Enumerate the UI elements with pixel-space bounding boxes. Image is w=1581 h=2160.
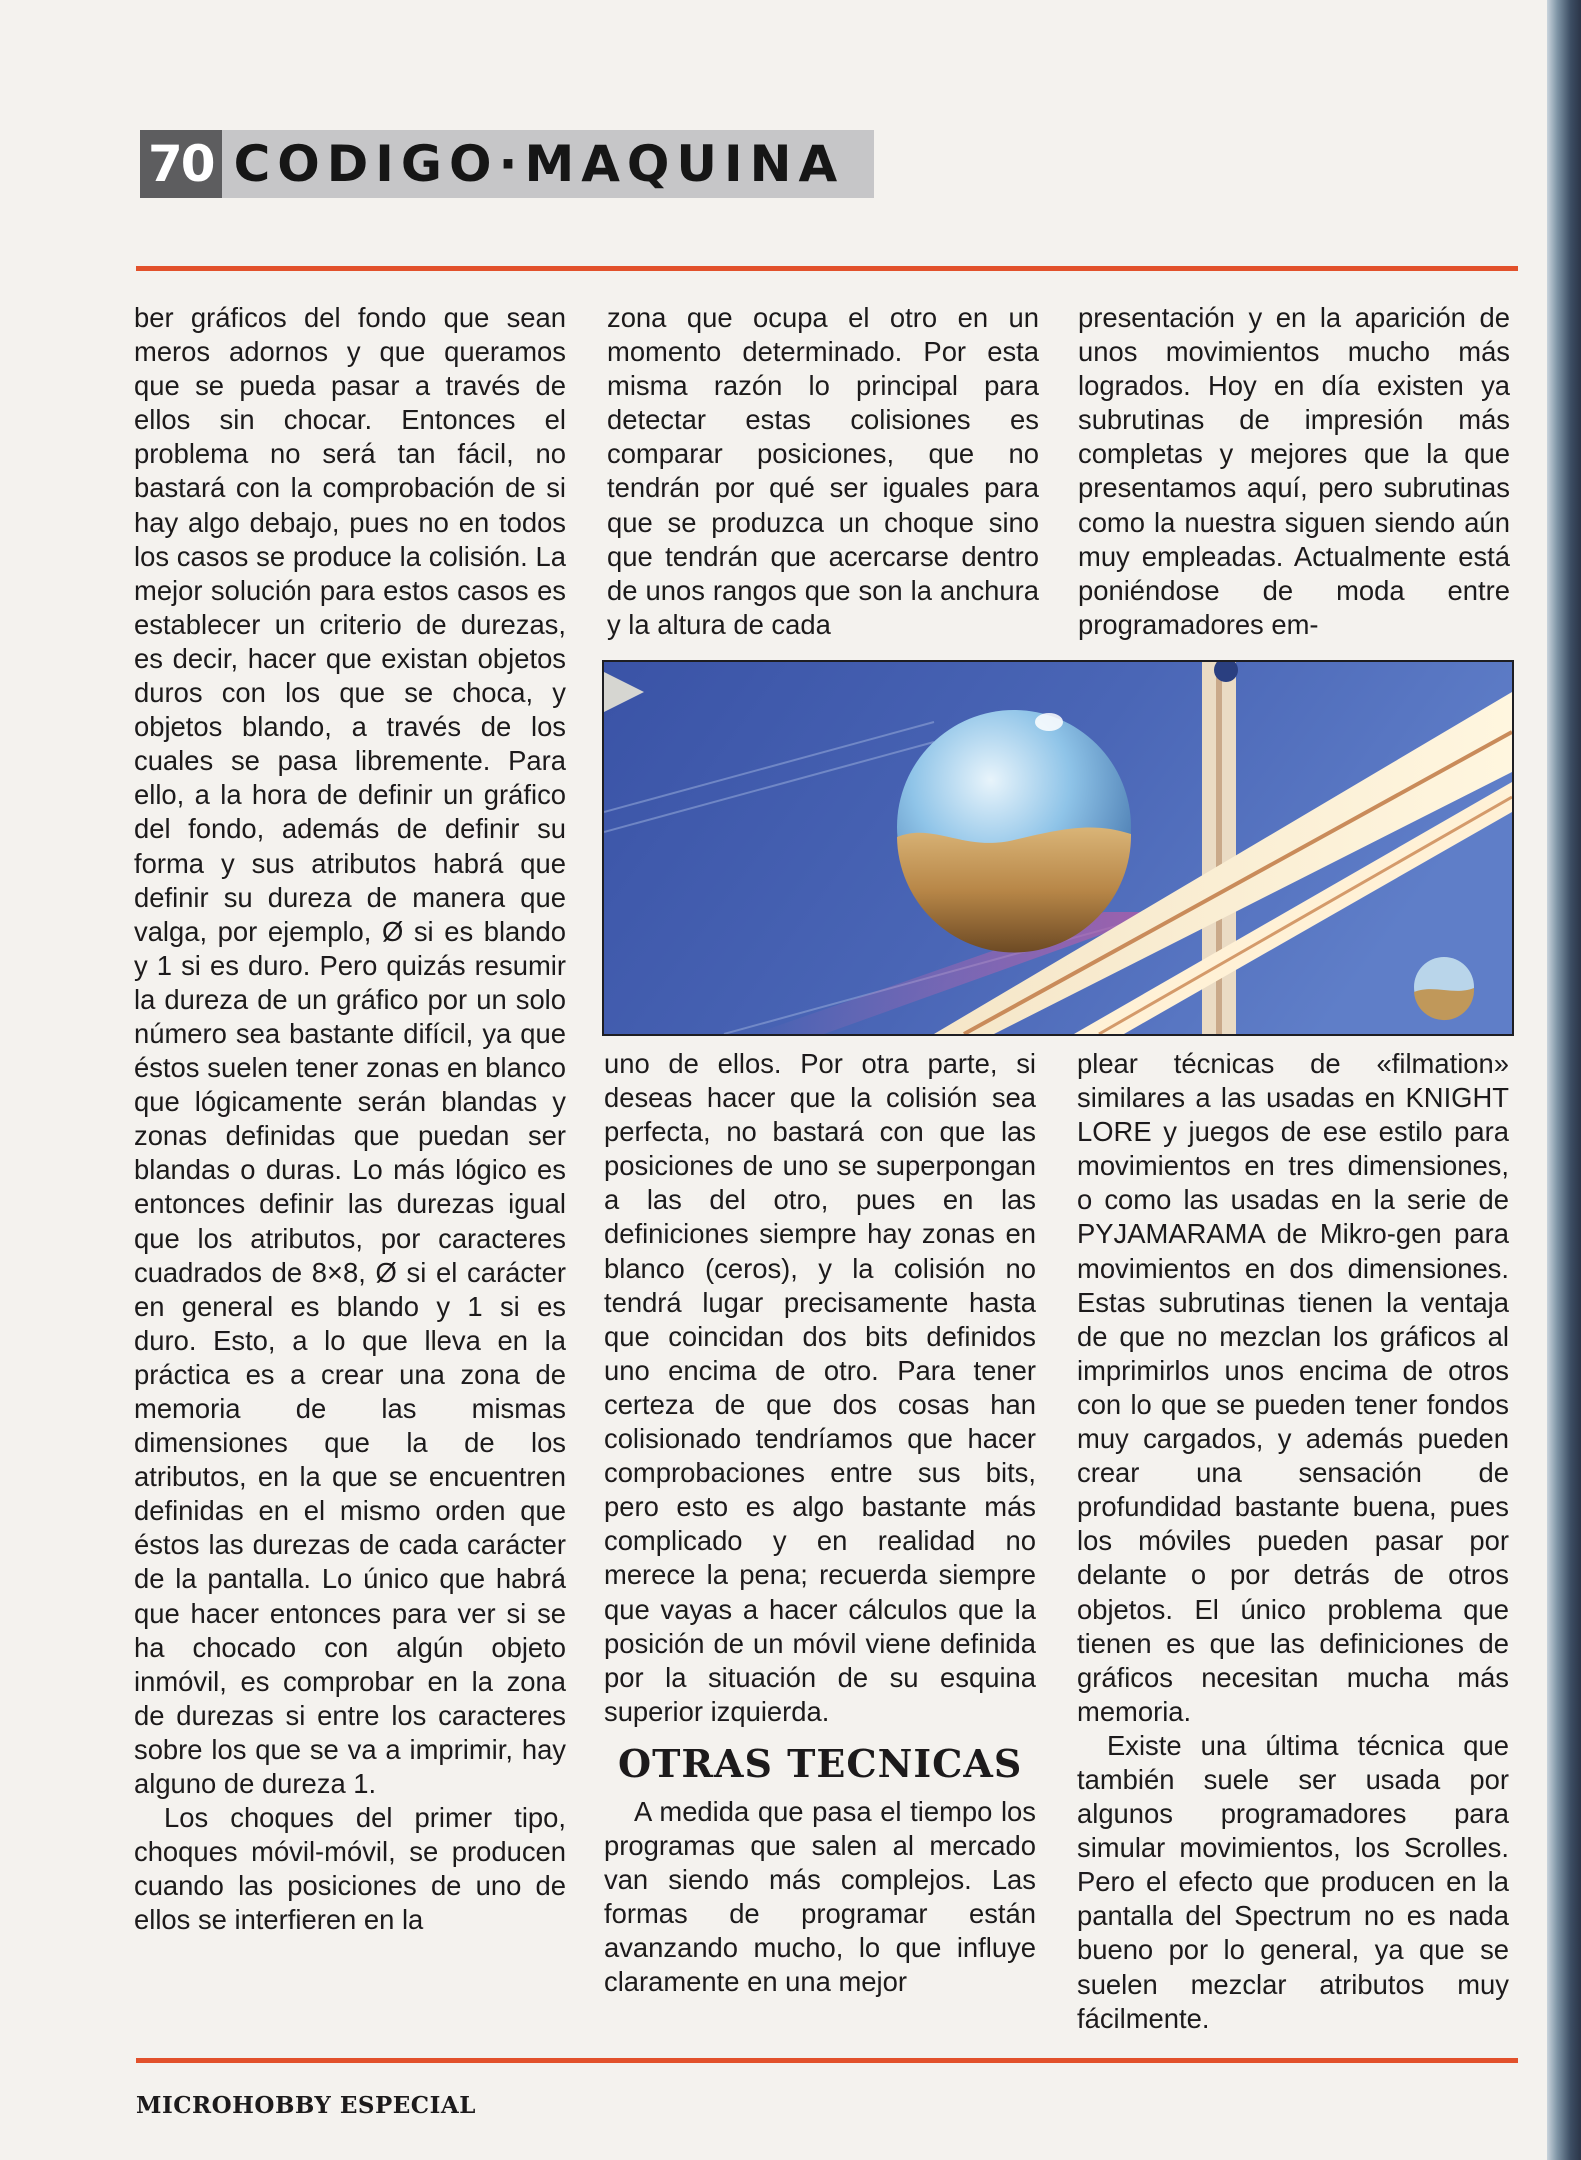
sphere-illustration <box>602 660 1514 1036</box>
sphere-artwork <box>604 662 1512 1034</box>
col3-top-text: presentación y en la aparición de unos movimientos mucho más logrados. Hoy en día existen ya subrutinas de impresión más completas y mejores que la que presentamos aquí, pero subrutinas como la nuestra siguen siendo aún muy empleadas. Actualmente está poniéndose de moda entre programadores em- <box>1078 302 1510 640</box>
page-header <box>140 130 874 198</box>
column-3-bottom <box>1077 1047 1509 2036</box>
bottom-divider <box>136 2058 1518 2063</box>
subheading-otras-tecnicas: OTRAS TECNICAS <box>618 1740 1023 1786</box>
column-2-bottom <box>604 1047 1036 1999</box>
column-2-top <box>607 301 1039 643</box>
col1-paragraph-2: Los choques del primer tipo, choques móvil-móvil, se producen cuando las posiciones de uno de ellos se interfieren en la <box>134 1802 566 1936</box>
column-1 <box>134 301 566 1938</box>
top-divider <box>136 266 1518 271</box>
col2-after-heading-text: A medida que pasa el tiempo los programas que salen al mercado van siendo más complejos. Las formas de programar están avanzando mucho, lo que influye claramente en una mejor <box>604 1795 1036 1998</box>
footer-publication: MICROHOBBY ESPECIAL <box>136 2092 476 2119</box>
col3-bottom-paragraph-1: plear técnicas de «filmation» similares a las usadas en KNIGHT LORE y juegos de ese estilo para movimientos en tres dimensiones, o como las usadas en la serie de PYJAMARAMA de Mikro-gen para movimientos en dos dimensiones. Estas subrutinas tienen la ventaja de que no mezclan los gráficos al imprimirlos unos encima de otros con lo que se pueden tener fondos muy cargados, y además pueden crear una sensación de profundidad bastante buena, pues los móviles pueden pasar por delante o por detrás de otros objetos. El único problema que tienen es que las definiciones de gráficos necesitan mucha más memoria. <box>1077 1048 1509 1727</box>
col2-top-text: zona que ocupa el otro en un momento determinado. Por esta misma razón lo principal para detectar estas colisiones es comparar posiciones, que no tendrán por qué ser iguales para que se produzca un choque sino que tendrán que acercarse dentro de unos rangos que son la anchura y la altura de cada <box>607 302 1039 640</box>
col3-bottom-paragraph-2: Existe una última técnica que también suele ser usada por algunos programadores para simular movimientos, los Scrolles. Pero el efecto que producen en la pantalla del Spectrum no es nada bueno por lo general, ya que se suelen mezclar atributos muy fácilmente. <box>1077 1729 1509 2034</box>
column-3-top <box>1078 301 1510 643</box>
page-edge-decoration <box>1547 0 1581 2160</box>
col2-bottom-text: uno de ellos. Por otra parte, si deseas hacer que la colisión sea perfecta, no bastará con que las posiciones de uno se superpongan a las del otro, pues en las definiciones siempre hay zonas en blanco (ceros), y la colisión no tendrá lugar precisamente hasta que coincidan dos bits definidos uno encima de otro. Para tener certeza de que dos cosas han colisionado tendríamos que hacer comprobaciones entre sus bits, pero esto es algo bastante más complicado y en realidad no merece la pena; recuerda siempre que vayas a hacer cálculos que la posición de un móvil viene definida por la situación de su esquina superior izquierda. <box>604 1048 1036 1727</box>
col1-paragraph-1: ber gráficos del fondo que sean meros adornos y que queramos que se pueda pasar a través de ellos sin chocar. Entonces el problema no será tan fácil, no bastará con la comprobación de si hay algo debajo, pues no en todos los casos se produce la colisión. La mejor solución para estos casos es establecer un criterio de durezas, es decir, hacer que existan objetos duros con los que se choca, y objetos blando, a través de los cuales se pasa libremente. Para ello, a la hora de definir un gráfico del fondo, además de definir su forma y sus atributos habrá que definir su dureza de manera que valga, por ejemplo, Ø si es blando y 1 si es duro. Pero quizás resumir la dureza de un gráfico por un solo número sea bastante difícil, ya que éstos suelen tener zonas en blanco que lógicamente serán blandas y zonas definidas que puedan ser blandas o duras. Lo más lógico es entonces definir las durezas igual que los atributos, por caracteres cuadrados de 8×8, Ø si el carácter en general es blando y 1 si es duro. Esto, a lo que lleva en la práctica es a crear una zona de memoria de las mismas dimensiones que la de los atributos, en la que se encuentren definidas en el mismo orden que éstos las durezas de cada carácter de la pantalla. Lo único que habrá que hacer entonces para ver si se ha chocado con algún objeto inmóvil, es comprobar en la zona de durezas si entre los caracteres sobre los que se va a imprimir, hay alguno de dureza 1. <box>134 302 566 1800</box>
page-number: 70 <box>140 130 222 198</box>
section-title: CODIGO·MAQUINA <box>222 130 874 198</box>
